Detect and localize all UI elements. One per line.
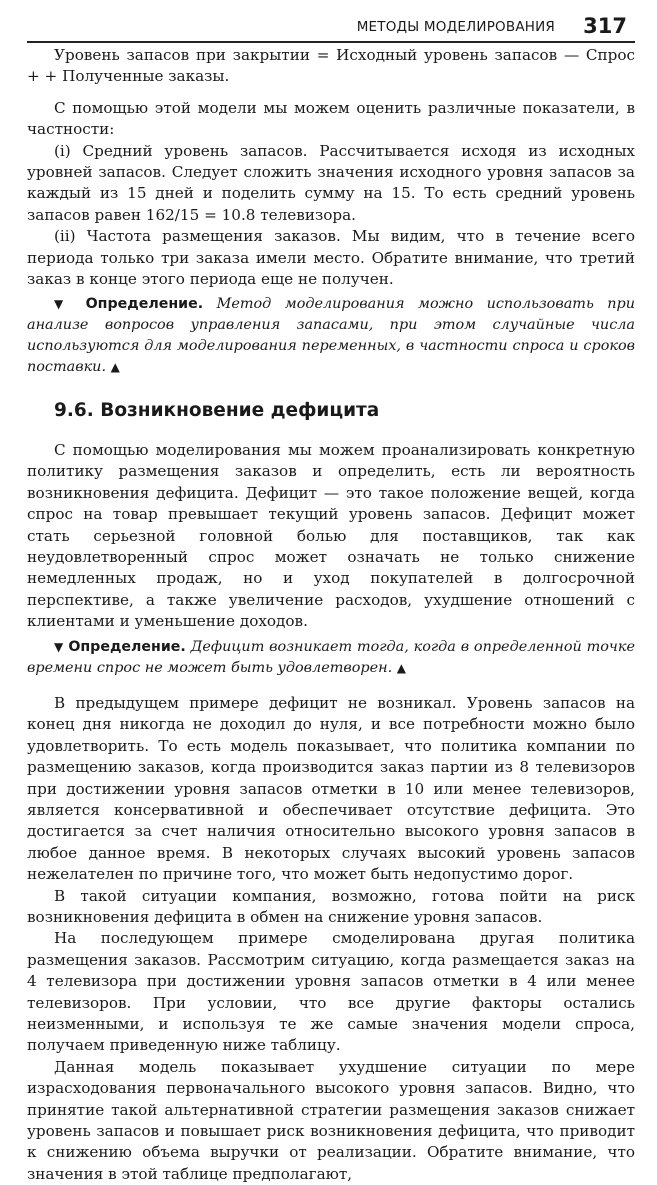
paragraph: С помощью этой модели мы можем оценить различные показатели, в частности:	[27, 98, 635, 139]
definition-start-marker: ▼	[54, 639, 64, 654]
running-head: МЕТОДЫ МОДЕЛИРОВАНИЯ	[356, 19, 555, 35]
paragraph-order-frequency: (ii) Частота размещения заказов. Мы видим, что в течение всего периода только три заказа имели место. Обратите внимание, что третий заказ в конце этого периода еще не получен.	[27, 227, 635, 289]
section-heading: 9.6. Возникновение дефицита	[54, 400, 380, 422]
definition-end-marker: ▲	[110, 360, 120, 375]
definition-block	[27, 637, 635, 679]
paragraph: Данная модель показывает ухудшение ситуации по мере израсходования первоначального высокого уровня запасов. Видно, что принятие такой альтернативной стратегии размещения заказов снижает уровень запасов и повышает риск возникновения дефицита, что приводит к снижению объема выручки от реализации. Обратите внимание, что значения в этой таблице предполагают,	[27, 1057, 635, 1183]
definition-block	[27, 294, 635, 378]
definition-label: Определение.	[68, 638, 186, 655]
paragraph: На последующем примере смоделирована другая политика размещения заказов. Рассмотрим ситуацию, когда размещается заказ на 4 телевизора при достижении уровня запасов отметки в 4 или менее телевизоров. При условии, что все другие факторы остались неизменными, и используя те же самые значения модели спроса, получаем приведенную ниже таблицу.	[27, 929, 635, 1055]
definition-label: Определение.	[85, 296, 204, 313]
paragraph: В такой ситуации компания, возможно, готова пойти на риск возникновения дефицита в обмен на снижение уровня запасов.	[27, 886, 635, 926]
paragraph-formula: Уровень запасов при закрытии = Исходный уровень запасов — Спрос + + Полученные заказы.	[27, 46, 635, 86]
page-body	[27, 45, 635, 1185]
definition-text: Метод моделирования можно использовать при анализе вопросов управления запасами, при этом случайные числа используются для моделирования переменных, в частности спроса и сроков поставки.	[27, 296, 636, 376]
paragraph: В предыдущем примере дефицит не возникал. Уровень запасов на конец дня никогда не доходил до нуля, и все потребности можно было удовлетворить. То есть модель показывает, что политика компании по размещению заказов, когда производится заказ партии из 8 телевизоров при достижении уровня запасов отметки в 10 или менее телевизоров, является консервативной и обеспечивает отсутствие дефицита. Это достигается за счет наличия относительно высокого уровня запасов в любое данное время. В некоторых случаях высокий уровень запасов нежелателен по причине того, что может быть недопустимо дорог.	[27, 693, 635, 884]
paragraph-shortage-intro: С помощью моделирования мы можем проанализировать конкретную политику размещения заказов и определить, есть ли вероятность возникновения дефицита. Дефицит — это такое положение вещей, когда спрос на товар превышает текущий уровень запасов. Дефицит может стать серьезной головной болью для поставщиков, так как неудовлетворенный спрос может означать не только снижение немедленных продаж, но и уход покупателей в долгосрочной перспективе, а также увеличение расходов, ухудшение отношений с клиентами и уменьшение доходов.	[27, 440, 635, 631]
definition-end-marker: ▲	[396, 660, 406, 675]
paragraph-average-stock: (i) Средний уровень запасов. Рассчитывается исходя из исходных уровней запасов. Следует сложить значения исходного уровня запасов за каждый из 15 дней и поделить сумму на 15. То есть средний уровень запасов равен 162/15 = 10.8 телевизора.	[27, 141, 635, 224]
definition-start-marker: ▼	[54, 297, 73, 312]
page-header	[27, 0, 635, 42]
definition-text: Дефицит возникает тогда, когда в определенной точке времени спрос не может быть удовлетворен.	[27, 638, 635, 676]
page-number: 317	[583, 14, 627, 38]
header-rule	[27, 41, 635, 43]
